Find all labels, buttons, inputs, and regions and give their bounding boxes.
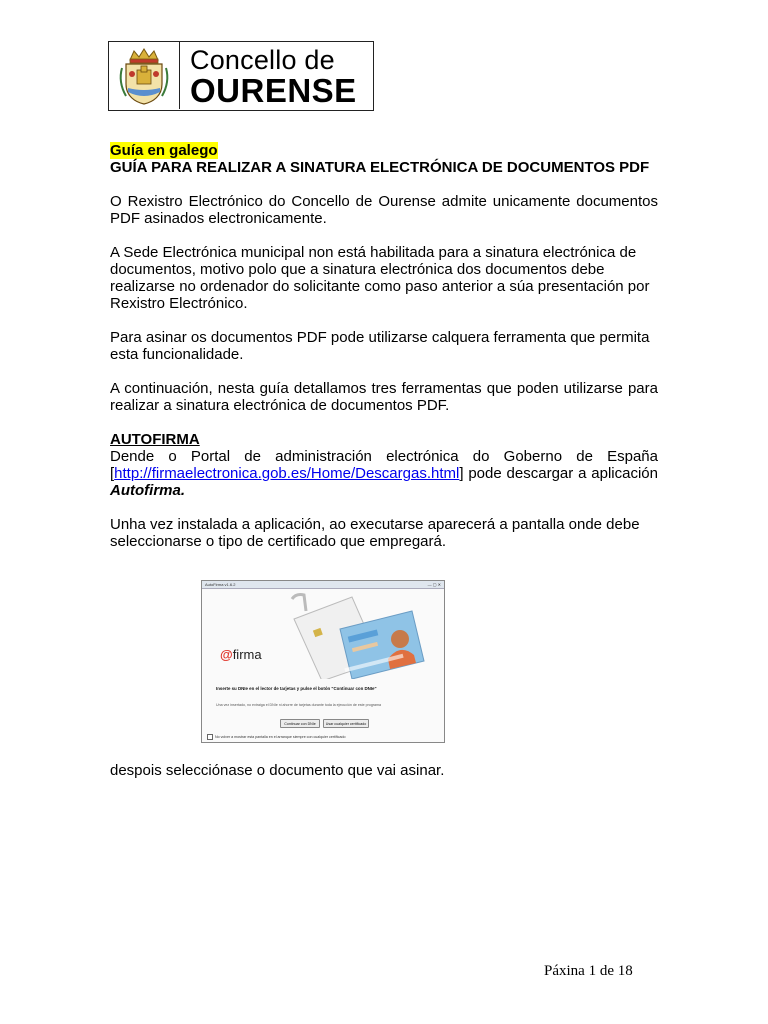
paragraph-select-document: despois selecciónase o documento que vai asinar. [110,762,445,779]
language-tag: Guía en galego [110,142,218,159]
checkbox-label: No volver a mostrar esta pantalla en el arranque siempre con cualquier certificado [215,735,346,739]
document-title: GUÍA PARA REALIZAR A SINATURA ELECTRÓNICA DE DOCUMENTOS PDF [110,159,650,176]
afirma-logo [220,647,262,662]
coat-of-arms-icon [109,42,180,109]
screenshot-window-title: AutoFirma v1.6.2 [205,582,236,587]
logo-text [180,42,373,110]
autofirma-screenshot [201,580,445,743]
logo-line-ourense: OURENSE [190,71,357,109]
download-text-a: Dende o Portal de administración electrónica do Goberno de España [ [110,448,658,482]
dnie-card-illustration-icon [282,589,432,679]
screenshot-body [202,589,444,742]
screenshot-sub-message: Una vez insertado, no extraiga el DNIe ni ahorre de tarjetas durante toda la ejecución de este programa [216,703,382,707]
use-any-certificate-button[interactable]: Usar cualquier certificado [323,719,369,728]
concello-logo [108,41,374,111]
section-title-autofirma: AUTOFIRMA [110,431,200,448]
paragraph-three-tools: A continuación, nesta guía detallamos tres ferramentas que poden utilizarse para realizar a sinatura electrónica de documentos PDF. [110,380,658,414]
window-controls-icon: — ▢ ✕ [427,582,441,587]
paragraph-tools: Para asinar os documentos PDF pode utilizarse calquera ferramenta que permita esta funcionalidade. [110,329,650,363]
logo-line-concello: Concello de [190,44,335,75]
screenshot-titlebar [202,581,444,589]
download-text-b: ] pode descargar a aplicación [459,465,658,482]
app-name: Autofirma. [110,482,185,499]
paragraph-install: Unha vez instalada a aplicación, ao executarse aparecerá a pantalla onde debe seleccionarse o tipo de certificado que empregará. [110,516,640,550]
checkbox-box[interactable] [207,734,213,740]
afirma-logo-a: @ [220,647,233,662]
paragraph-sede: A Sede Electrónica municipal non está habilitada para a sinatura electrónica de documentos, motivo polo que a sinatura electrónica dos documentos debe realizarse no ordenador do solicitante como paso anterior a súa presentación por Rexistro Electrónico. [110,244,650,312]
dont-show-again-checkbox[interactable] [207,734,345,740]
continue-dnie-button[interactable]: Continuar con DNIe [280,719,320,728]
document-body [110,142,658,550]
download-link[interactable]: http://firmaelectronica.gob.es/Home/Descargas.html [114,465,460,482]
paragraph-download [110,448,658,499]
afirma-logo-text: firma [232,647,262,662]
page-number: Páxina 1 de 18 [544,963,633,979]
screenshot-message: Inserte su DNIe en el lector de tarjetas y pulse el botón "Continuar con DNIe" [216,686,377,691]
paragraph-intro: O Rexistro Electrónico do Concello de Ourense admite unicamente documentos PDF asinados electronicamente. [110,193,658,227]
